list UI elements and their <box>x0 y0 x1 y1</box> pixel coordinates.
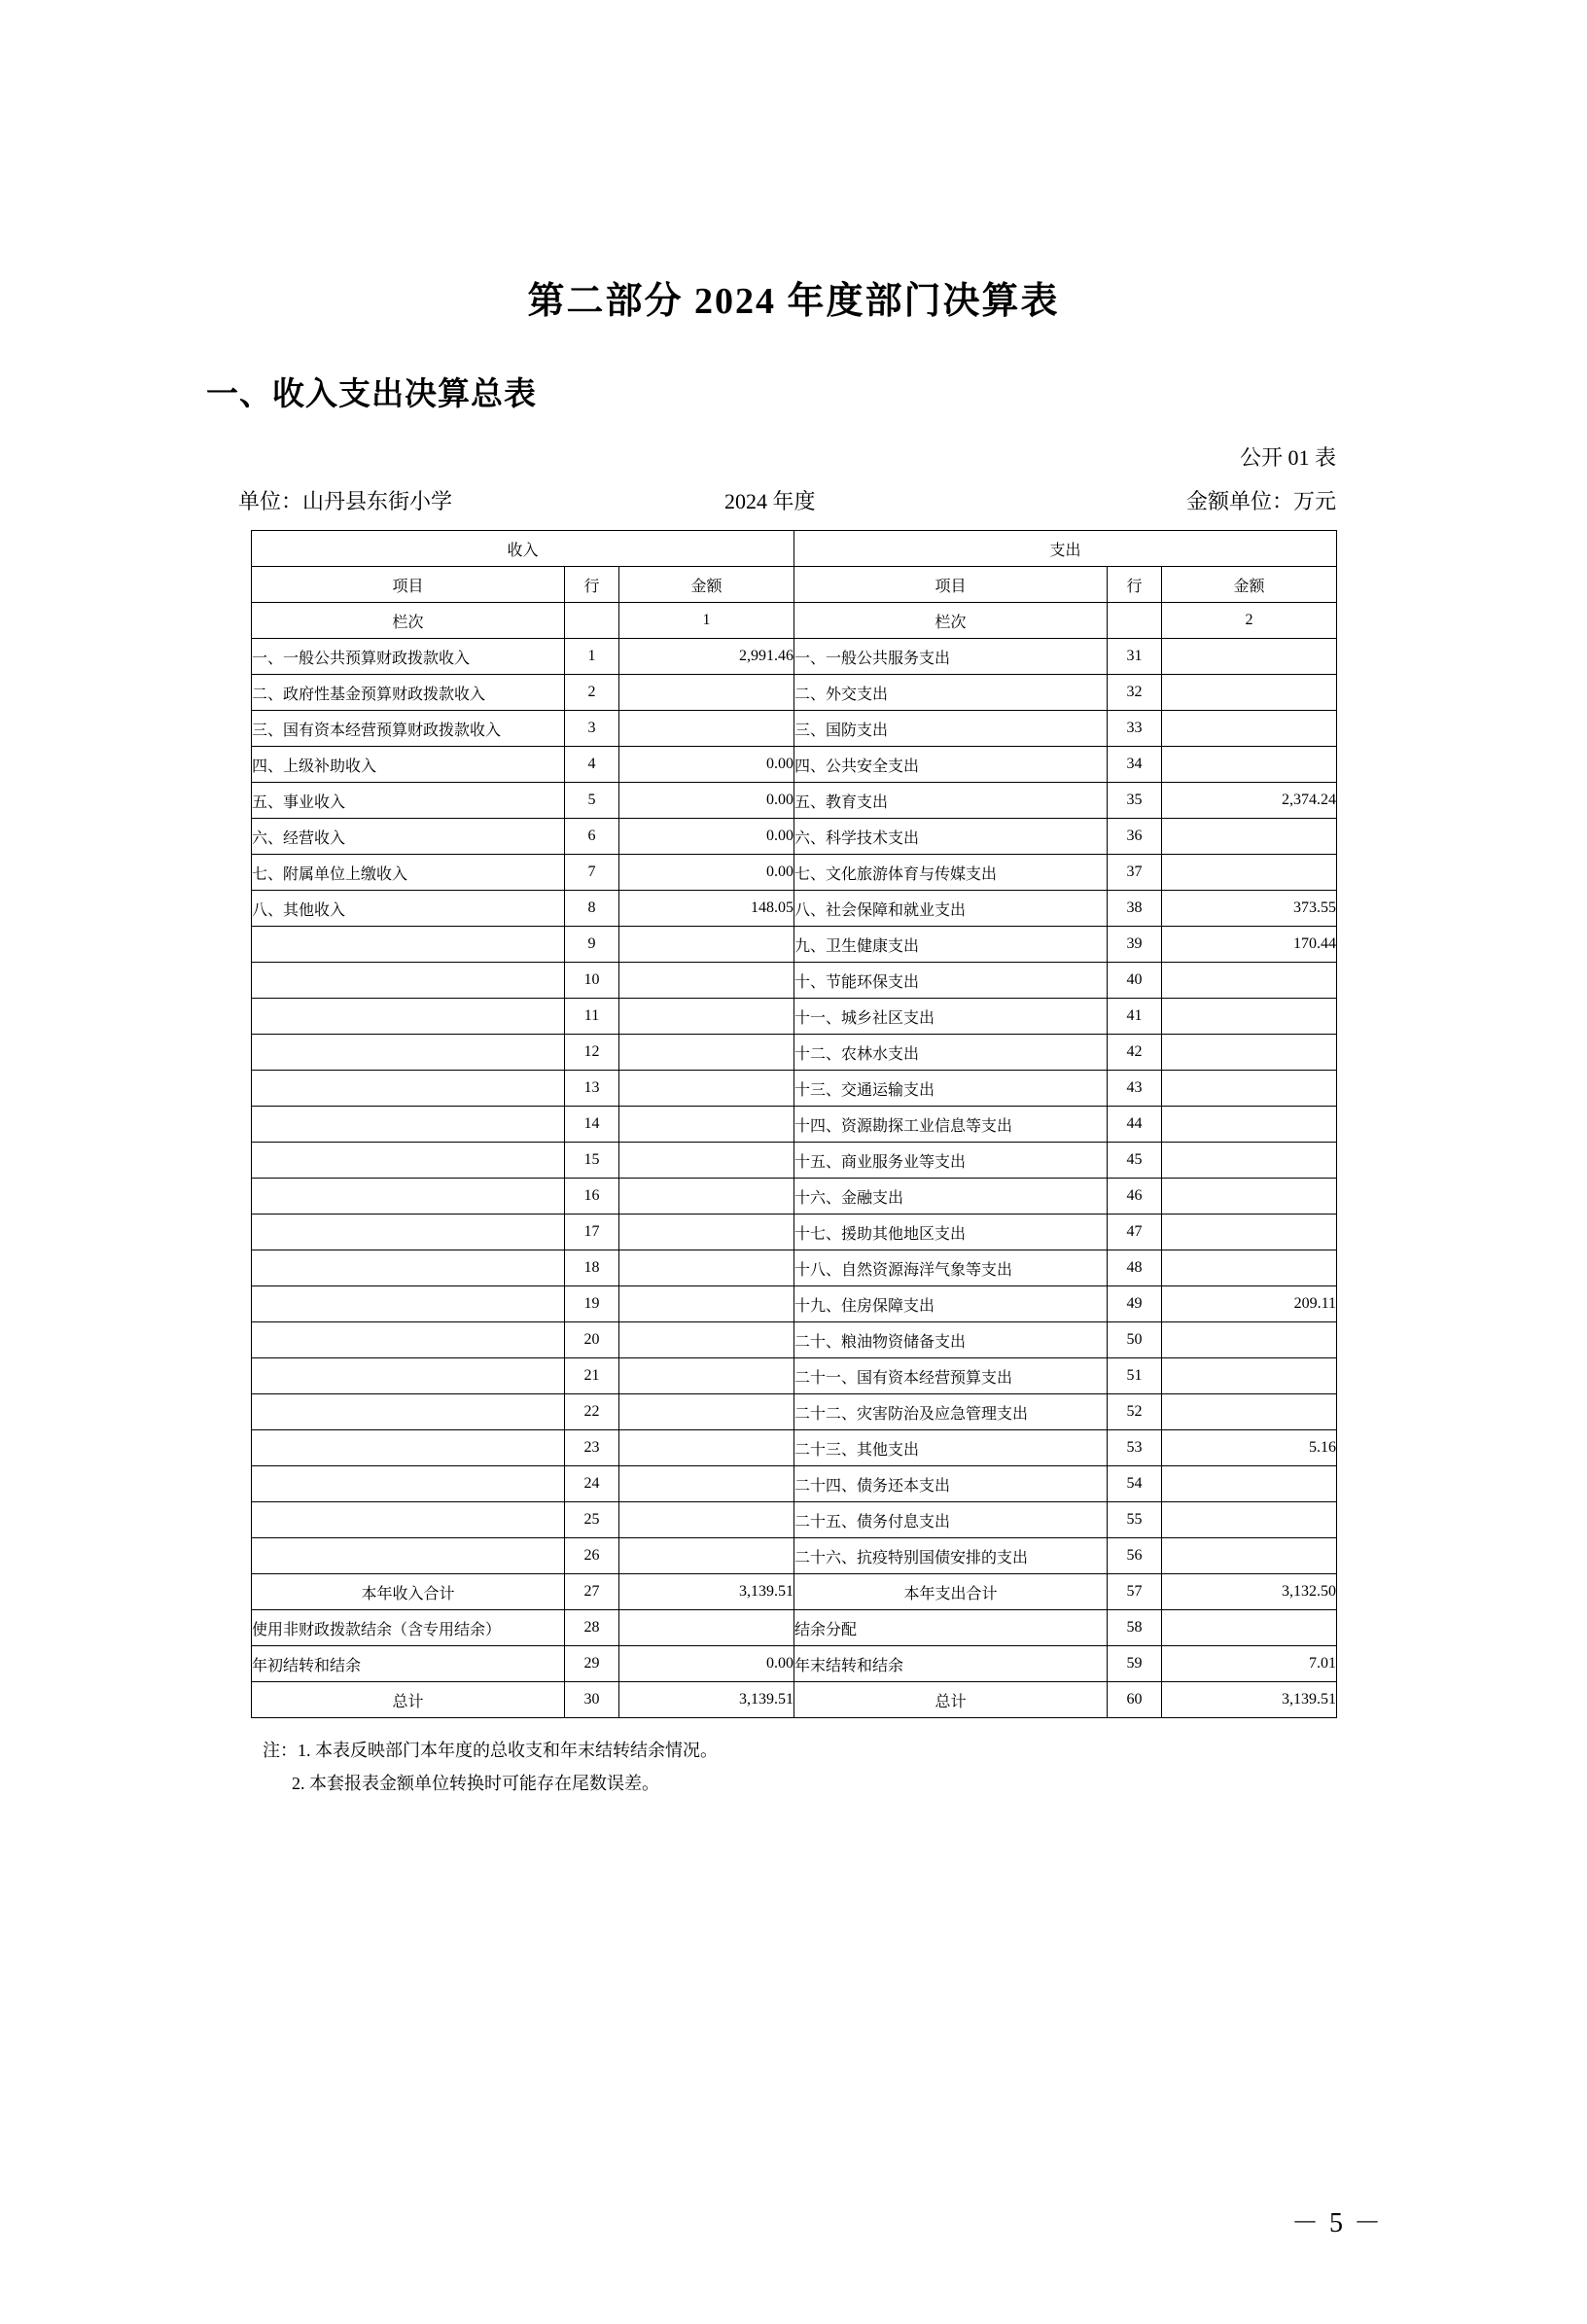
expenditure-amount-cell: 3,132.50 <box>1162 1574 1337 1610</box>
expenditure-row-number-cell: 44 <box>1108 1107 1162 1143</box>
income-amount-cell <box>619 1538 794 1574</box>
income-item-cell: 七、附属单位上缴收入 <box>252 855 565 891</box>
income-row-number-cell: 4 <box>565 747 619 783</box>
table-row <box>252 855 1337 891</box>
table-row <box>252 1322 1337 1358</box>
expenditure-item-cell: 二十六、抗疫特别国债安排的支出 <box>794 1538 1108 1574</box>
table-row <box>252 819 1337 855</box>
income-row-number-cell: 22 <box>565 1394 619 1430</box>
table-group-header-row <box>252 531 1337 567</box>
expenditure-item-cell: 七、文化旅游体育与传媒支出 <box>794 855 1108 891</box>
table-row <box>252 1466 1337 1502</box>
income-amount-cell <box>619 1322 794 1358</box>
income-amount-cell <box>619 1035 794 1071</box>
expenditure-row-number-cell: 32 <box>1108 675 1162 711</box>
unit-label: 单位：山丹县东街小学 <box>238 489 453 513</box>
income-row-number-cell: 11 <box>565 999 619 1035</box>
expenditure-row-number-cell: 42 <box>1108 1035 1162 1071</box>
income-row-number-cell: 16 <box>565 1179 619 1215</box>
income-item-cell <box>252 1394 565 1430</box>
expenditure-amount-cell <box>1162 1143 1337 1179</box>
expenditure-row-number-cell: 45 <box>1108 1143 1162 1179</box>
table-row <box>252 1538 1337 1574</box>
table-row <box>252 1682 1337 1718</box>
table-row <box>252 963 1337 999</box>
expenditure-item-cell: 十九、住房保障支出 <box>794 1286 1108 1322</box>
income-item-cell: 年初结转和结余 <box>252 1646 565 1682</box>
expenditure-amount-cell <box>1162 1394 1337 1430</box>
expenditure-item-cell: 十八、自然资源海洋气象等支出 <box>794 1250 1108 1286</box>
table-row <box>252 999 1337 1035</box>
income-item-cell <box>252 963 565 999</box>
income-row-number-cell: 5 <box>565 783 619 819</box>
income-row-number-cell: 7 <box>565 855 619 891</box>
expenditure-item-cell: 十一、城乡社区支出 <box>794 999 1108 1035</box>
expenditure-amount-cell <box>1162 1071 1337 1107</box>
income-amount-cell: 0.00 <box>619 1646 794 1682</box>
expenditure-amount-cell <box>1162 1250 1337 1286</box>
income-row-number-cell: 3 <box>565 711 619 747</box>
income-row-number-cell: 28 <box>565 1610 619 1646</box>
income-row-number-cell: 6 <box>565 819 619 855</box>
table-row <box>252 1394 1337 1430</box>
column-header-income-amount: 金额 <box>619 567 794 603</box>
expenditure-amount-cell <box>1162 1538 1337 1574</box>
income-item-cell <box>252 1215 565 1250</box>
group-header-expenditure: 支出 <box>794 531 1337 567</box>
amount-unit-label: 金额单位：万元 <box>1185 489 1336 513</box>
expenditure-item-cell: 二十、粮油物资储备支出 <box>794 1322 1108 1358</box>
expenditure-row-number-cell: 55 <box>1108 1502 1162 1538</box>
expenditure-item-cell: 十三、交通运输支出 <box>794 1071 1108 1107</box>
expenditure-amount-cell <box>1162 675 1337 711</box>
table-row <box>252 1358 1337 1394</box>
income-row-number-cell: 19 <box>565 1286 619 1322</box>
expenditure-row-number-cell: 49 <box>1108 1286 1162 1322</box>
expenditure-item-cell: 六、科学技术支出 <box>794 819 1108 855</box>
expenditure-item-cell: 二十五、债务付息支出 <box>794 1502 1108 1538</box>
expenditure-amount-cell <box>1162 1179 1337 1215</box>
table-row <box>252 747 1337 783</box>
note-1: 注：1. 本表反映部门本年度的总收支和年末结转结余情况。 <box>263 1741 718 1760</box>
expenditure-item-cell: 二十二、灾害防治及应急管理支出 <box>794 1394 1108 1430</box>
income-amount-cell <box>619 1610 794 1646</box>
expenditure-row-number-cell: 40 <box>1108 963 1162 999</box>
income-amount-cell <box>619 1358 794 1394</box>
expenditure-item-cell: 一、一般公共服务支出 <box>794 639 1108 675</box>
income-expenditure-table <box>251 530 1337 1718</box>
expenditure-row-number-cell: 37 <box>1108 855 1162 891</box>
income-row-number-cell: 25 <box>565 1502 619 1538</box>
income-item-cell: 四、上级补助收入 <box>252 747 565 783</box>
column-number-income-blank <box>565 603 619 639</box>
income-amount-cell: 3,139.51 <box>619 1682 794 1718</box>
column-header-income-item: 项目 <box>252 567 565 603</box>
expenditure-amount-cell <box>1162 639 1337 675</box>
income-item-cell <box>252 1322 565 1358</box>
expenditure-item-cell: 十五、商业服务业等支出 <box>794 1143 1108 1179</box>
table-row <box>252 1286 1337 1322</box>
table-row <box>252 1502 1337 1538</box>
income-amount-cell: 148.05 <box>619 891 794 927</box>
income-item-cell <box>252 1071 565 1107</box>
table-row <box>252 1107 1337 1143</box>
income-item-cell: 三、国有资本经营预算财政拨款收入 <box>252 711 565 747</box>
expenditure-amount-cell <box>1162 1035 1337 1071</box>
expenditure-amount-cell <box>1162 1358 1337 1394</box>
table-column-header-row <box>252 567 1337 603</box>
income-item-cell <box>252 1179 565 1215</box>
income-row-number-cell: 8 <box>565 891 619 927</box>
expenditure-item-cell: 四、公共安全支出 <box>794 747 1108 783</box>
income-amount-cell <box>619 1179 794 1215</box>
table-row <box>252 891 1337 927</box>
income-row-number-cell: 18 <box>565 1250 619 1286</box>
expenditure-row-number-cell: 47 <box>1108 1215 1162 1250</box>
income-amount-cell: 0.00 <box>619 855 794 891</box>
expenditure-item-cell: 十、节能环保支出 <box>794 963 1108 999</box>
income-row-number-cell: 17 <box>565 1215 619 1250</box>
table-row <box>252 927 1337 963</box>
expenditure-amount-cell <box>1162 855 1337 891</box>
expenditure-row-number-cell: 36 <box>1108 819 1162 855</box>
income-item-cell <box>252 1430 565 1466</box>
expenditure-amount-cell <box>1162 819 1337 855</box>
income-row-number-cell: 9 <box>565 927 619 963</box>
income-row-number-cell: 29 <box>565 1646 619 1682</box>
income-row-number-cell: 20 <box>565 1322 619 1358</box>
income-item-cell <box>252 999 565 1035</box>
income-row-number-cell: 10 <box>565 963 619 999</box>
income-amount-cell: 2,991.46 <box>619 639 794 675</box>
column-number-expenditure-blank <box>1108 603 1162 639</box>
expenditure-item-cell: 二十三、其他支出 <box>794 1430 1108 1466</box>
expenditure-amount-cell: 170.44 <box>1162 927 1337 963</box>
expenditure-amount-cell: 2,374.24 <box>1162 783 1337 819</box>
income-amount-cell <box>619 1143 794 1179</box>
income-row-number-cell: 26 <box>565 1538 619 1574</box>
table-body <box>252 639 1337 1718</box>
expenditure-item-cell: 本年支出合计 <box>794 1574 1108 1610</box>
income-item-cell <box>252 1286 565 1322</box>
income-amount-cell <box>619 1107 794 1143</box>
table-row <box>252 1179 1337 1215</box>
table-row <box>252 1215 1337 1250</box>
table-row <box>252 783 1337 819</box>
expenditure-amount-cell <box>1162 999 1337 1035</box>
income-item-cell <box>252 1466 565 1502</box>
expenditure-row-number-cell: 39 <box>1108 927 1162 963</box>
income-amount-cell <box>619 1430 794 1466</box>
expenditure-item-cell: 十六、金融支出 <box>794 1179 1108 1215</box>
income-row-number-cell: 14 <box>565 1107 619 1143</box>
expenditure-row-number-cell: 54 <box>1108 1466 1162 1502</box>
expenditure-item-cell: 八、社会保障和就业支出 <box>794 891 1108 927</box>
expenditure-row-number-cell: 56 <box>1108 1538 1162 1574</box>
table-row <box>252 711 1337 747</box>
expenditure-amount-cell <box>1162 1466 1337 1502</box>
income-row-number-cell: 15 <box>565 1143 619 1179</box>
expenditure-row-number-cell: 43 <box>1108 1071 1162 1107</box>
income-row-number-cell: 23 <box>565 1430 619 1466</box>
expenditure-row-number-cell: 51 <box>1108 1358 1162 1394</box>
table-row <box>252 1610 1337 1646</box>
expenditure-amount-cell: 5.16 <box>1162 1430 1337 1466</box>
table-row <box>252 639 1337 675</box>
income-amount-cell <box>619 675 794 711</box>
column-number-expenditure: 2 <box>1162 603 1337 639</box>
income-item-cell: 六、经营收入 <box>252 819 565 855</box>
income-amount-cell: 3,139.51 <box>619 1574 794 1610</box>
income-item-cell: 一、一般公共预算财政拨款收入 <box>252 639 565 675</box>
column-header-income-row: 行 <box>565 567 619 603</box>
expenditure-row-number-cell: 35 <box>1108 783 1162 819</box>
table-header <box>252 531 1337 639</box>
expenditure-item-cell: 总计 <box>794 1682 1108 1718</box>
expenditure-amount-cell <box>1162 711 1337 747</box>
expenditure-item-cell: 十四、资源勘探工业信息等支出 <box>794 1107 1108 1143</box>
income-amount-cell <box>619 963 794 999</box>
group-header-income: 收入 <box>252 531 794 567</box>
table-row <box>252 1574 1337 1610</box>
page-title: 第二部分 2024 年度部门决算表 <box>527 281 1060 322</box>
income-amount-cell <box>619 1466 794 1502</box>
expenditure-item-cell: 十二、农林水支出 <box>794 1035 1108 1071</box>
expenditure-item-cell: 十七、援助其他地区支出 <box>794 1215 1108 1250</box>
income-item-cell <box>252 1538 565 1574</box>
expenditure-row-number-cell: 41 <box>1108 999 1162 1035</box>
expenditure-amount-cell: 3,139.51 <box>1162 1682 1337 1718</box>
table-row <box>252 1143 1337 1179</box>
income-item-cell: 二、政府性基金预算财政拨款收入 <box>252 675 565 711</box>
expenditure-row-number-cell: 59 <box>1108 1646 1162 1682</box>
table-notes <box>263 1734 1587 1800</box>
table-row <box>252 1646 1337 1682</box>
expenditure-row-number-cell: 53 <box>1108 1430 1162 1466</box>
column-label-income: 栏次 <box>252 603 565 639</box>
income-row-number-cell: 21 <box>565 1358 619 1394</box>
income-item-cell: 五、事业收入 <box>252 783 565 819</box>
income-row-number-cell: 13 <box>565 1071 619 1107</box>
income-amount-cell <box>619 1215 794 1250</box>
expenditure-row-number-cell: 33 <box>1108 711 1162 747</box>
expenditure-amount-cell: 209.11 <box>1162 1286 1337 1322</box>
expenditure-amount-cell <box>1162 1215 1337 1250</box>
income-row-number-cell: 30 <box>565 1682 619 1718</box>
income-row-number-cell: 24 <box>565 1466 619 1502</box>
income-amount-cell <box>619 927 794 963</box>
expenditure-amount-cell <box>1162 1502 1337 1538</box>
expenditure-item-cell: 二、外交支出 <box>794 675 1108 711</box>
income-item-cell <box>252 1502 565 1538</box>
income-amount-cell <box>619 1071 794 1107</box>
column-header-expenditure-item: 项目 <box>794 567 1108 603</box>
expenditure-amount-cell: 7.01 <box>1162 1646 1337 1682</box>
form-number: 公开 01 表 <box>1239 445 1336 470</box>
income-row-number-cell: 12 <box>565 1035 619 1071</box>
table-row <box>252 1035 1337 1071</box>
table-column-number-row <box>252 603 1337 639</box>
year-label: 2024 年度 <box>724 489 816 513</box>
section-title: 一、收入支出决算总表 <box>206 377 537 412</box>
income-amount-cell: 0.00 <box>619 783 794 819</box>
table-row <box>252 1071 1337 1107</box>
income-item-cell <box>252 1035 565 1071</box>
expenditure-row-number-cell: 58 <box>1108 1610 1162 1646</box>
expenditure-row-number-cell: 46 <box>1108 1179 1162 1215</box>
income-row-number-cell: 2 <box>565 675 619 711</box>
income-amount-cell: 0.00 <box>619 819 794 855</box>
column-header-expenditure-row: 行 <box>1108 567 1162 603</box>
income-row-number-cell: 27 <box>565 1574 619 1610</box>
income-amount-cell <box>619 1250 794 1286</box>
expenditure-item-cell: 九、卫生健康支出 <box>794 927 1108 963</box>
expenditure-row-number-cell: 38 <box>1108 891 1162 927</box>
income-item-cell: 使用非财政拨款结余（含专用结余） <box>252 1610 565 1646</box>
expenditure-row-number-cell: 31 <box>1108 639 1162 675</box>
table-row <box>252 1250 1337 1286</box>
income-row-number-cell: 1 <box>565 639 619 675</box>
table-row <box>252 675 1337 711</box>
income-amount-cell <box>619 711 794 747</box>
expenditure-amount-cell: 373.55 <box>1162 891 1337 927</box>
table-row <box>252 1430 1337 1466</box>
page-number: － 5 － <box>1290 2208 1383 2238</box>
expenditure-amount-cell <box>1162 963 1337 999</box>
expenditure-row-number-cell: 34 <box>1108 747 1162 783</box>
column-header-expenditure-amount: 金额 <box>1162 567 1337 603</box>
income-amount-cell: 0.00 <box>619 747 794 783</box>
expenditure-item-cell: 年末结转和结余 <box>794 1646 1108 1682</box>
income-amount-cell <box>619 1286 794 1322</box>
income-item-cell <box>252 1358 565 1394</box>
expenditure-item-cell: 二十四、债务还本支出 <box>794 1466 1108 1502</box>
income-item-cell <box>252 1107 565 1143</box>
expenditure-item-cell: 三、国防支出 <box>794 711 1108 747</box>
income-item-cell <box>252 1143 565 1179</box>
expenditure-row-number-cell: 52 <box>1108 1394 1162 1430</box>
income-item-cell <box>252 927 565 963</box>
expenditure-row-number-cell: 57 <box>1108 1574 1162 1610</box>
expenditure-item-cell: 五、教育支出 <box>794 783 1108 819</box>
document-page <box>0 270 1587 2324</box>
income-item-cell: 总计 <box>252 1682 565 1718</box>
expenditure-row-number-cell: 50 <box>1108 1322 1162 1358</box>
income-amount-cell <box>619 999 794 1035</box>
income-item-cell <box>252 1250 565 1286</box>
expenditure-row-number-cell: 48 <box>1108 1250 1162 1286</box>
expenditure-row-number-cell: 60 <box>1108 1682 1162 1718</box>
income-item-cell: 八、其他收入 <box>252 891 565 927</box>
column-label-expenditure: 栏次 <box>794 603 1108 639</box>
income-item-cell: 本年收入合计 <box>252 1574 565 1610</box>
expenditure-item-cell: 结余分配 <box>794 1610 1108 1646</box>
expenditure-amount-cell <box>1162 1322 1337 1358</box>
table-meta <box>238 485 1336 514</box>
income-amount-cell <box>619 1394 794 1430</box>
expenditure-item-cell: 二十一、国有资本经营预算支出 <box>794 1358 1108 1394</box>
expenditure-amount-cell <box>1162 1107 1337 1143</box>
column-number-income: 1 <box>619 603 794 639</box>
note-2: 2. 本套报表金额单位转换时可能存在尾数误差。 <box>292 1774 659 1794</box>
income-amount-cell <box>619 1502 794 1538</box>
expenditure-amount-cell <box>1162 1610 1337 1646</box>
expenditure-amount-cell <box>1162 747 1337 783</box>
